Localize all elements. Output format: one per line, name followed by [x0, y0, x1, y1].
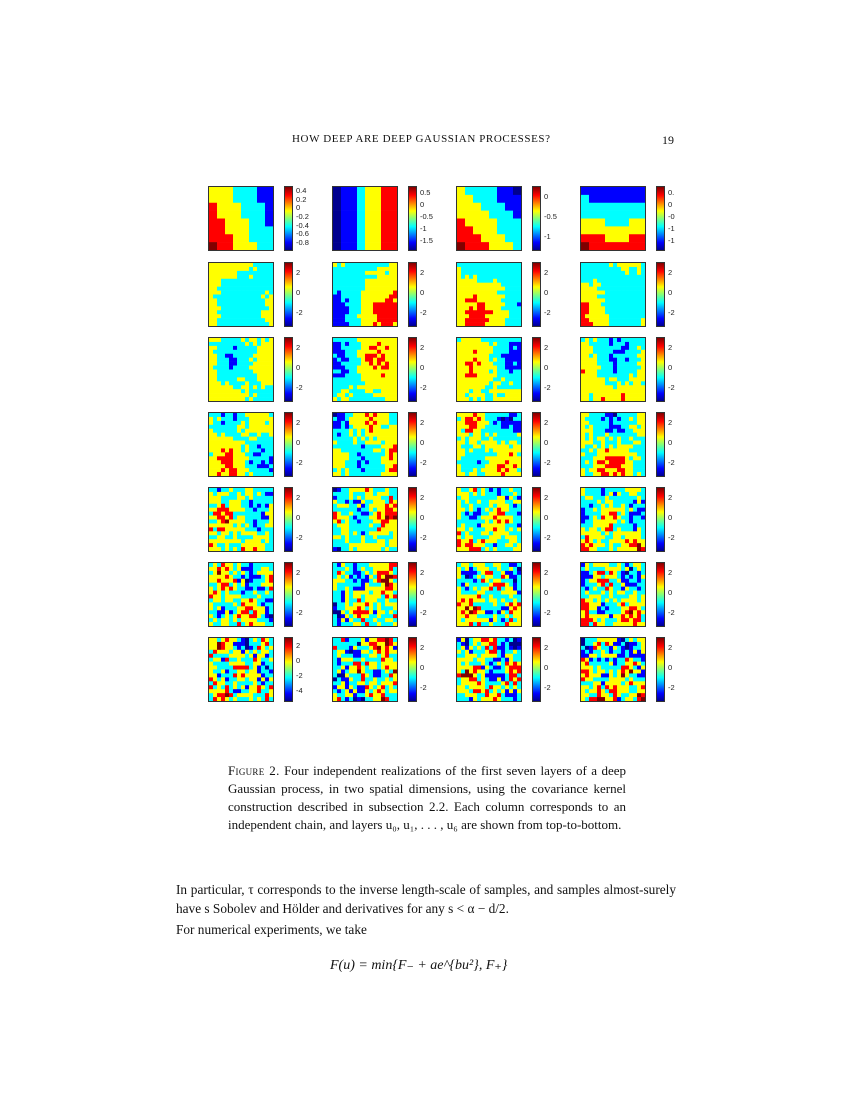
colorbar-tick-label: -2	[668, 533, 675, 542]
colorbar-tick-label: -2	[668, 308, 675, 317]
heatmap-panel-layer-0-chain-3	[456, 186, 522, 251]
colorbar-tick-label: 0	[544, 438, 549, 447]
colorbar-tick-label: 0	[544, 363, 549, 372]
heatmap-panel-layer-1-chain-2	[332, 262, 398, 327]
colorbar-tick-label: -0.4	[296, 220, 309, 230]
colorbar-layer-2-chain-2	[408, 337, 417, 402]
colorbar-tick-label: -2	[544, 383, 551, 392]
colorbar-layer-3-chain-1	[284, 412, 293, 477]
colorbar-layer-0-chain-1	[284, 186, 293, 251]
colorbar-layer-0-chain-4	[656, 186, 665, 251]
colorbar-tick-label: 2	[668, 643, 673, 652]
caption-text: Four independent realizations of the first seven layers of a deep Gaussian process, in two spatial dimensions, using the covariance kernel construction described in subsection 2.2. Each column corresponds to an independent chain, and layers u₀, u₁, . . . , u₆ are shown from top-to-bottom.	[228, 763, 626, 832]
heatmap-panel-layer-1-chain-1	[208, 262, 274, 327]
heatmap-panel-layer-1-chain-3	[456, 262, 522, 327]
colorbar-layer-5-chain-2	[408, 562, 417, 627]
colorbar-tick-label: -0.6	[296, 229, 309, 239]
colorbar-tick-label: 2	[296, 568, 301, 577]
heatmap-panel-layer-4-chain-1	[208, 487, 274, 552]
colorbar-tick-label: 0	[668, 438, 673, 447]
heatmap-panel-layer-2-chain-2	[332, 337, 398, 402]
colorbar-tick-label: 2	[668, 418, 673, 427]
colorbar-layer-5-chain-3	[532, 562, 541, 627]
colorbar-layer-6-chain-1	[284, 637, 293, 702]
colorbar-tick-label: -1	[544, 232, 551, 241]
colorbar-tick-label: 0	[296, 203, 301, 213]
colorbar-tick-label: 2	[296, 640, 301, 650]
colorbar-layer-5-chain-4	[656, 562, 665, 627]
heatmap-panel-layer-6-chain-3	[456, 637, 522, 702]
colorbar-layer-4-chain-1	[284, 487, 293, 552]
colorbar-tick-label: 2	[544, 568, 549, 577]
colorbar-tick-label: -2	[668, 608, 675, 617]
colorbar-tick-label: -2	[420, 383, 427, 392]
colorbar-layer-4-chain-4	[656, 487, 665, 552]
heatmap-panel-layer-4-chain-4	[580, 487, 646, 552]
colorbar-tick-label: 0	[544, 192, 549, 201]
colorbar-layer-5-chain-1	[284, 562, 293, 627]
colorbar-tick-label: 0	[420, 288, 425, 297]
colorbar-tick-label: 0.2	[296, 194, 307, 204]
heatmap-panel-layer-4-chain-3	[456, 487, 522, 552]
colorbar-tick-label: 0	[296, 363, 301, 372]
colorbar-tick-label: -1	[668, 224, 675, 233]
colorbar-layer-6-chain-4	[656, 637, 665, 702]
colorbar-tick-label: -0.2	[296, 212, 309, 221]
running-head: HOW DEEP ARE DEEP GAUSSIAN PROCESSES?	[292, 133, 551, 145]
colorbar-tick-label: 0.5	[420, 188, 431, 197]
body-paragraph: In particular, τ corresponds to the inverse length-scale of samples, and samples almost-surely have s Sobolev and Hölder and derivatives for any s < α − d/2.	[176, 882, 676, 916]
colorbar-tick-label: -0.8	[296, 237, 309, 247]
colorbar-tick-label: 0	[420, 513, 425, 522]
figure-caption	[228, 762, 626, 834]
heatmap-panel-layer-3-chain-1	[208, 412, 274, 477]
colorbar-tick-label: -2	[296, 670, 303, 680]
body-paragraph: For numerical experiments, we take	[176, 922, 367, 937]
heatmap-panel-layer-5-chain-3	[456, 562, 522, 627]
heatmap-panel-layer-5-chain-2	[332, 562, 398, 627]
colorbar-tick-label: 2	[544, 493, 549, 502]
colorbar-layer-4-chain-3	[532, 487, 541, 552]
colorbar-tick-label: 2	[296, 418, 301, 427]
colorbar-layer-2-chain-1	[284, 337, 293, 402]
colorbar-tick-label: 0	[296, 438, 301, 447]
heatmap-panel-layer-6-chain-1	[208, 637, 274, 702]
colorbar-tick-label: 2	[296, 343, 301, 352]
colorbar-tick-label: 0	[420, 663, 425, 672]
colorbar-tick-label: 2	[296, 268, 301, 277]
colorbar-tick-label: -2	[544, 308, 551, 317]
heatmap-panel-layer-4-chain-2	[332, 487, 398, 552]
colorbar-tick-label: -2	[296, 383, 303, 392]
colorbar-tick-label: -2	[668, 383, 675, 392]
colorbar-layer-3-chain-2	[408, 412, 417, 477]
colorbar-tick-label: 0	[668, 200, 673, 209]
colorbar-tick-label: 0	[420, 438, 425, 447]
colorbar-tick-label: -2	[544, 533, 551, 542]
colorbar-layer-0-chain-3	[532, 186, 541, 251]
colorbar-layer-1-chain-3	[532, 262, 541, 327]
colorbar-tick-label: 2	[544, 343, 549, 352]
colorbar-tick-label: -2	[544, 683, 551, 692]
colorbar-tick-label: -1.5	[420, 236, 433, 245]
colorbar-tick-label: -2	[544, 458, 551, 467]
caption-label: Figure 2.	[228, 763, 280, 778]
colorbar-tick-label: 0.4	[296, 186, 307, 196]
colorbar-tick-label: 0	[296, 513, 301, 522]
colorbar-tick-label: -0.5	[544, 212, 557, 221]
colorbar-tick-label: 0	[296, 588, 301, 597]
heatmap-panel-layer-6-chain-2	[332, 637, 398, 702]
colorbar-tick-label: 2	[420, 643, 425, 652]
colorbar-layer-2-chain-4	[656, 337, 665, 402]
colorbar-layer-6-chain-2	[408, 637, 417, 702]
colorbar-tick-label: 0	[420, 200, 425, 209]
heatmap-panel-layer-0-chain-4	[580, 186, 646, 251]
colorbar-layer-1-chain-2	[408, 262, 417, 327]
colorbar-tick-label: 2	[544, 418, 549, 427]
heatmap-panel-layer-2-chain-3	[456, 337, 522, 402]
colorbar-tick-label: -0	[668, 212, 675, 221]
colorbar-tick-label: 0	[420, 363, 425, 372]
heatmap-panel-layer-2-chain-4	[580, 337, 646, 402]
colorbar-layer-2-chain-3	[532, 337, 541, 402]
colorbar-tick-label: -2	[420, 608, 427, 617]
colorbar-tick-label: -1	[668, 236, 675, 245]
colorbar-tick-label: -1	[420, 224, 427, 233]
heatmap-panel-layer-3-chain-4	[580, 412, 646, 477]
colorbar-tick-label: -2	[296, 608, 303, 617]
colorbar-tick-label: 0	[668, 363, 673, 372]
colorbar-tick-label: 2	[420, 418, 425, 427]
colorbar-tick-label: 0	[668, 513, 673, 522]
colorbar-tick-label: 2	[420, 568, 425, 577]
colorbar-tick-label: 2	[420, 343, 425, 352]
colorbar-tick-label: -2	[668, 458, 675, 467]
colorbar-tick-label: -2	[296, 458, 303, 467]
colorbar-layer-3-chain-3	[532, 412, 541, 477]
colorbar-tick-label: 0	[296, 288, 301, 297]
colorbar-tick-label: -2	[420, 533, 427, 542]
heatmap-panel-layer-6-chain-4	[580, 637, 646, 702]
colorbar-layer-3-chain-4	[656, 412, 665, 477]
heatmap-panel-layer-3-chain-2	[332, 412, 398, 477]
colorbar-tick-label: 0.	[668, 188, 675, 197]
colorbar-tick-label: 2	[668, 568, 673, 577]
colorbar-tick-label: 0	[420, 588, 425, 597]
colorbar-tick-label: 2	[668, 493, 673, 502]
colorbar-tick-label: 2	[420, 493, 425, 502]
colorbar-tick-label: 0	[544, 288, 549, 297]
page-number: 19	[662, 133, 674, 147]
colorbar-tick-label: 0	[544, 663, 549, 672]
colorbar-layer-6-chain-3	[532, 637, 541, 702]
colorbar-tick-label: -0.5	[420, 212, 433, 221]
colorbar-tick-label: 2	[420, 268, 425, 277]
colorbar-tick-label: 2	[668, 343, 673, 352]
colorbar-tick-label: 0	[544, 588, 549, 597]
heatmap-panel-layer-5-chain-1	[208, 562, 274, 627]
heatmap-panel-layer-0-chain-2	[332, 186, 398, 251]
heatmap-panel-layer-1-chain-4	[580, 262, 646, 327]
colorbar-tick-label: 2	[544, 643, 549, 652]
colorbar-layer-0-chain-2	[408, 186, 417, 251]
colorbar-tick-label: -2	[296, 533, 303, 542]
colorbar-tick-label: 2	[296, 493, 301, 502]
figure-grid	[208, 186, 688, 706]
heatmap-panel-layer-5-chain-4	[580, 562, 646, 627]
equation: F(u) = min{F₋ + ae^{bu²}, F₊}	[330, 958, 508, 973]
colorbar-tick-label: -4	[296, 685, 303, 695]
colorbar-tick-label: -2	[544, 608, 551, 617]
heatmap-panel-layer-0-chain-1	[208, 186, 274, 251]
colorbar-tick-label: 0	[296, 655, 301, 665]
heatmap-panel-layer-2-chain-1	[208, 337, 274, 402]
colorbar-tick-label: -2	[420, 458, 427, 467]
colorbar-layer-1-chain-1	[284, 262, 293, 327]
heatmap-panel-layer-3-chain-3	[456, 412, 522, 477]
colorbar-layer-1-chain-4	[656, 262, 665, 327]
colorbar-tick-label: 0	[668, 588, 673, 597]
colorbar-tick-label: 0	[668, 288, 673, 297]
colorbar-tick-label: 2	[668, 268, 673, 277]
colorbar-tick-label: -2	[296, 308, 303, 317]
colorbar-layer-4-chain-2	[408, 487, 417, 552]
colorbar-tick-label: 0	[544, 513, 549, 522]
colorbar-tick-label: 2	[544, 268, 549, 277]
colorbar-tick-label: -2	[420, 683, 427, 692]
colorbar-tick-label: 0	[668, 663, 673, 672]
colorbar-tick-label: -2	[668, 683, 675, 692]
colorbar-tick-label: -2	[420, 308, 427, 317]
